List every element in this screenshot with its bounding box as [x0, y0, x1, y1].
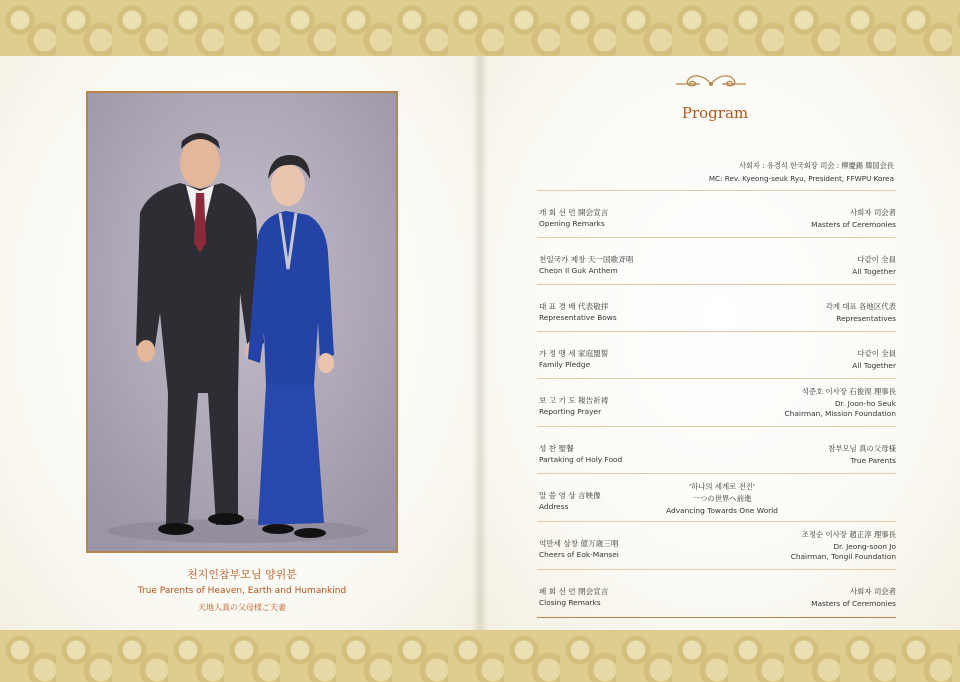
item-person-en: Masters of Ceremonies: [811, 220, 896, 229]
floral-top-band: [0, 0, 960, 56]
item-title: 억만세 삼창 億万歳三唱: [539, 539, 619, 548]
item-title-en: Reporting Prayer: [539, 407, 602, 416]
program-item: [537, 521, 896, 567]
item-person: 조정순 이사장 趙正淳 理事長: [801, 530, 896, 539]
program-item: [537, 284, 896, 330]
item-title: 천일국가 제창 天一国歌斉唱: [539, 255, 634, 264]
page-title: Program: [681, 104, 749, 122]
item-person-en: All Together: [852, 361, 896, 370]
item-title: 개 회 선 언 開会宣言: [539, 208, 609, 217]
address-title-ko: '하나의 세계로 전진': [689, 482, 755, 491]
item-title-en: Representative Bows: [539, 313, 617, 322]
item-title-en: Cheon Il Guk Anthem: [539, 266, 618, 275]
item-person-en: Dr. Jeong-soon Jo: [833, 542, 896, 551]
item-title: 성 찬 聖餐: [539, 444, 574, 453]
item-person-en: Representatives: [836, 314, 896, 323]
portrait-photo: [86, 91, 398, 553]
item-title-en: Cheers of Eok-Mansei: [539, 550, 619, 559]
item-person: 다같이 全員: [857, 349, 896, 358]
item-person-en: Dr. Joon-ho Seuk: [834, 399, 896, 408]
mc-english: MC: Rev. Kyeong-seuk Ryu, President, FFWPU Korea: [708, 174, 894, 183]
caption-japanese: 天地人真の父母様ご夫妻: [198, 603, 286, 612]
item-person-en: Masters of Ceremonies: [811, 599, 896, 608]
address-title-ja: 一つの世界へ前進: [692, 494, 752, 503]
item-person-title: Chairman, Tongil Foundation: [790, 552, 896, 561]
item-person-en: True Parents: [850, 456, 896, 465]
item-title-en: Address: [539, 502, 569, 511]
item-person: 석준호 이사장 石俊淏 理事長: [801, 387, 896, 396]
item-title: 가 정 맹 세 家庭盟誓: [539, 349, 609, 358]
program-item: [537, 331, 896, 377]
page-spine: [472, 56, 488, 630]
item-title: 보 고 기 도 報告祈祷: [539, 396, 609, 405]
address-title-en: Advancing Towards One World: [666, 506, 778, 515]
item-person-title: Chairman, Mission Foundation: [784, 409, 896, 418]
item-title: 말 씀 영 상 言映像: [539, 491, 601, 500]
item-title-en: Family Pledge: [539, 360, 591, 369]
floral-bottom-band: [0, 630, 960, 682]
divider: [537, 617, 896, 618]
item-person: 다같이 全員: [857, 255, 896, 264]
item-person: 각계 대표 各地区代表: [825, 302, 896, 311]
ornament-flourish-icon: [670, 72, 752, 92]
item-person: 사회자 司会者: [850, 587, 896, 596]
item-title-en: Partaking of Holy Food: [539, 455, 623, 464]
program-item: [537, 237, 896, 283]
item-person: 사회자 司会者: [850, 208, 896, 217]
program-item: [537, 569, 896, 615]
item-title: 폐 회 선 언 閉会宣言: [539, 587, 609, 596]
item-person: 참부모님 真の父母様: [828, 444, 896, 453]
caption-korean: 천지인참부모님 양위분: [187, 568, 297, 581]
item-person-en: All Together: [852, 267, 896, 276]
item-title-en: Closing Remarks: [539, 598, 601, 607]
program-item: [537, 426, 896, 472]
mc-korean: 사회자 : 유경석 한국회장 司会 : 柳慶錫 韓国会長: [739, 161, 894, 170]
caption-english: True Parents of Heaven, Earth and Humankind: [137, 586, 347, 596]
item-title: 대 표 경 배 代表敬拝: [539, 302, 609, 311]
program-item: [537, 473, 896, 519]
item-title-en: Opening Remarks: [539, 219, 605, 228]
program-item: [537, 378, 896, 424]
program-item: [537, 190, 896, 236]
